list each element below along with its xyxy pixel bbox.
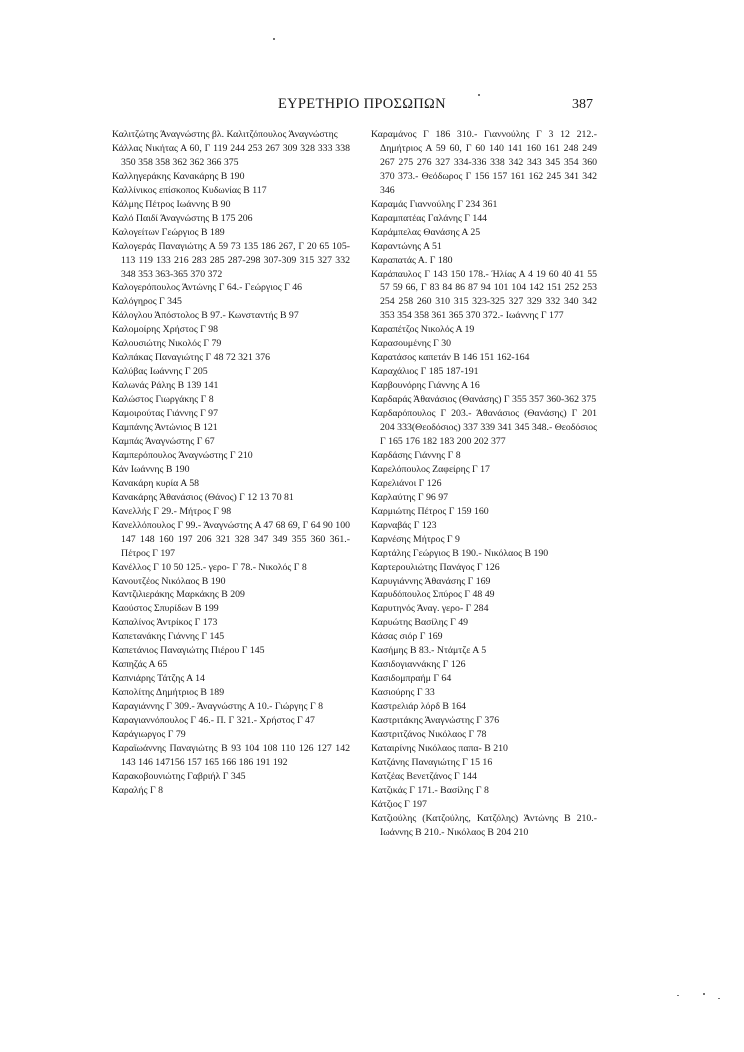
index-entry: Καπετανάκης Γιάννης Γ 145: [112, 631, 225, 643]
index-entry: Καμπερόπουλος Άναγνώστης Γ 210: [112, 449, 253, 461]
index-entry: Καλό Παιδί Άναγνώστης Β 175 206: [112, 212, 253, 224]
index-entry: Καντζιλιεράκης Μαρκάκης Β 209: [112, 589, 245, 601]
index-entry: Καράμπελας Θανάσης Α 25: [371, 226, 481, 238]
index-entry: Καρναβάς Γ 123: [371, 519, 437, 531]
index-entry: Καρυτηνός Άναγ. γερο- Γ 284: [371, 603, 489, 615]
index-entry: Καραπατάς Α. Γ 180: [371, 254, 453, 266]
index-entry: Καρμιώτης Πέτρος Γ 159 160: [371, 505, 489, 517]
index-entry: Καλώστος Γιωργάκης Γ 8: [112, 394, 214, 406]
index-entry: Κανουτζέος Νικόλαος Β 190: [112, 575, 226, 587]
index-entry: Καρελόπουλος Ζαφείρης Γ 17: [371, 463, 490, 475]
index-entry: Κάλλας Νικήτας Α 60, Γ 119 244 253 267 309 328 333 338 350 358 358 362 362 366 375: [112, 142, 350, 168]
index-entry: Καλλίνικος επίσκοπος Κυδωνίας Β 117: [112, 184, 267, 196]
index-entry: Κανέλλος Γ 10 50 125.- γερο- Γ 78.- Νικολός Γ 8: [112, 561, 307, 573]
index-title: ΕΥΡΕΤΗΡΙΟ ΠΡΟΣΩΠΩΝ: [278, 96, 446, 112]
index-entry: Καρακοβουνιώτης Γαβριήλ Γ 345: [112, 770, 246, 782]
index-entry: Κάτζιος Γ 197: [371, 798, 427, 810]
index-entry: Καρυώτης Βασίλης Γ 49: [371, 617, 469, 629]
index-entry: Καλληγεράκης Κανακάρης Β 190: [112, 170, 245, 182]
index-entry: Καλομοίρης Χρήστος Γ 98: [112, 324, 219, 336]
index-entry: Καλπάκας Παναγιώτης Γ 48 72 321 376: [112, 352, 271, 364]
index-entry: Καπαλίνος Άντρίκος Γ 173: [112, 617, 218, 629]
index-entry: Καμπάς Άναγνώστης Γ 67: [112, 435, 215, 447]
index-entry: Καραϊωάννης Παναγιώτης Β 93 104 108 110 126 127 142 143 146 147156 157 165 166 186 191 192: [112, 742, 350, 768]
index-entry: Κανακάρη κυρία Α 58: [112, 477, 199, 489]
index-entry: Καστριτζάνος Νικόλαος Γ 78: [371, 728, 487, 740]
index-entry: Καρδαράς Άθανάσιος (Θανάσης) Γ 355 357 360-362 375: [371, 394, 597, 406]
page-header: [0, 96, 744, 120]
scan-speck: [478, 94, 480, 96]
index-entry: Καλουσιώτης Νικολός Γ 79: [112, 338, 222, 350]
index-entry: Καραλής Γ 8: [112, 784, 163, 796]
index-entry: Καρτάλης Γεώργιος Β 190.- Νικόλαος Β 190: [371, 547, 549, 559]
index-entry: Καρελιάνοι Γ 126: [371, 477, 442, 489]
index-entry: Καρνέσης Μήτρος Γ 9: [371, 533, 460, 545]
index-entry: Καρλαύτης Γ 96 97: [371, 491, 449, 503]
index-entry: Καλογερόπουλος Άντώνης Γ 64.- Γεώργιος Γ 46: [112, 282, 303, 294]
page-number: 387: [572, 97, 593, 112]
index-entry: Καλογεράς Παναγιώτης Α 59 73 135 186 267, Γ 20 65 105-113 119 133 216 283 285 287-298 307-309 315 327 332 348 353 363-365 370 372: [112, 240, 350, 280]
index-entry: Κανελλόπουλος Γ 99.- Άναγνώστης Α 47 68 69, Γ 64 90 100 147 148 160 197 206 321 328 347 349 355 360 361.- Πέτρος Γ 197: [112, 519, 350, 559]
index-entry: Καπολίτης Δημήτριος Β 189: [112, 687, 225, 699]
index-entry: Καραγιάννης Γ 309.- Άναγνώστης Α 10.- Γιώργης Γ 8: [112, 701, 323, 713]
index-entry: Καπηζάς Α 65: [112, 659, 168, 671]
index-column-right: [371, 128, 597, 840]
index-entry: Καμοιρούτας Γιάννης Γ 97: [112, 408, 218, 420]
index-entry: Καραχάλιος Γ 185 187-191: [371, 366, 479, 378]
index-entry: Καρτερουλιώτης Πανάγος Γ 126: [371, 561, 500, 573]
index-entry: Καστριτάκης Άναγνώστης Γ 376: [371, 715, 500, 727]
index-entry: Καραμάς Γιαννούλης Γ 234 361: [371, 198, 498, 210]
scan-speck: [273, 38, 275, 40]
index-entry: Κασιδομπραήμ Γ 64: [371, 673, 452, 685]
index-entry: Καλωνάς Ράλης Β 139 141: [112, 380, 219, 392]
index-entry: Καρβουνόρης Γιάννης Α 16: [371, 380, 480, 392]
index-entry: Καρυγιάννης Άθανάσης Γ 169: [371, 575, 491, 587]
index-entry: Κατζικάς Γ 171.- Βασίλης Γ 8: [371, 784, 489, 796]
index-entry: Καλογείτων Γεώργιος Β 189: [112, 226, 225, 238]
index-entry: Κασήμης Β 83.- Ντάμτζε Α 5: [371, 645, 487, 657]
index-entry: Καρυδόπουλος Σπύρος Γ 48 49: [371, 589, 495, 601]
index-entry: Καραμπατέας Γαλάνης Γ 144: [371, 212, 488, 224]
index-entry: Κάσας σιόρ Γ 169: [371, 631, 443, 643]
scan-speck: [703, 993, 705, 995]
index-entry: Καλόγηρος Γ 345: [112, 296, 182, 308]
index-entry: Κασιούρης Γ 33: [371, 687, 435, 699]
index-entry: Καράπαυλος Γ 143 150 178.- Ήλίας Α 4 19 60 40 41 55 57 59 66, Γ 83 84 86 87 94 101 104 142 151 252 253 254 258 260 310 315 323-325 327 329 332 340 342 353 354 358 361 365 370 372.- Ιωάννης Γ 177: [371, 268, 597, 322]
index-entry: Καπνιάρης Τάτζης Α 14: [112, 673, 205, 685]
index-entry: Καρδάσης Γιάννης Γ 8: [371, 449, 461, 461]
index-entry: Καστρελιάρ λόρδ Β 164: [371, 701, 467, 713]
index-entry: Καραγιαννόπουλος Γ 46.- Π. Γ 321.- Χρήστος Γ 47: [112, 715, 315, 727]
index-entry: Καταιρίνης Νικόλαος παπα- Β 210: [371, 742, 508, 754]
index-entry: Καλιτζώτης Άναγνώστης βλ. Καλιτζόπουλος Άναγνώστης: [112, 129, 338, 140]
index-entry: Κατζιούλης (Κατζούλης, Κατζόλης) Άντώνης Β 210.- Ιωάννης Β 210.- Νικόλαος Β 204 210: [371, 812, 597, 838]
index-entry: Κατζέας Βενετζάνος Γ 144: [371, 770, 477, 782]
index-entry: Καρατάσος καπετάν Β 146 151 162-164: [371, 352, 530, 364]
index-entry: Καρδαρόπουλος Γ 203.- Άθανάσιος (Θανάσης) Γ 201 204 333(Θεοδόσιος) 337 339 341 345 348.- Θεοδόσιος Γ 165 176 182 183 200 202 377: [371, 408, 597, 447]
index-entry: Κανακάρης Άθανάσιος (Θάνος) Γ 12 13 70 81: [112, 491, 294, 503]
index-entry: Κάλμης Πέτρος Ιωάννης Β 90: [112, 198, 231, 210]
index-entry: Καπετάνιος Παναγιώτης Πιέρου Γ 145: [112, 645, 265, 657]
index-column-left: [112, 128, 350, 798]
scan-speck: [718, 998, 720, 999]
index-entry: Κάλογλου Άπόστολος Β 97.- Κωνσταντής Β 97: [112, 310, 299, 322]
index-entry: Καμπάνης Άντώνιος Β 121: [112, 422, 218, 434]
index-entry: Κάν Ιωάννης Β 190: [112, 463, 190, 475]
index-entry: Καράγιωργος Γ 79: [112, 728, 186, 740]
index-entry: Καραμάνος Γ 186 310.- Γιαννούλης Γ 3 12 212.- Δημήτριος Α 59 60, Γ 60 140 141 160 161 248 249 267 275 276 327 334-336 338 342 343 345 354 360 370 373.- Θεόδωρος Γ 156 157 161 162 245 341 342 346: [371, 129, 597, 196]
index-entry: Καρασουμένης Γ 30: [371, 338, 452, 350]
index-entry: Κασιδογιαννάκης Γ 126: [371, 659, 466, 671]
scan-speck: [677, 995, 679, 996]
index-entry: Καραπέτζος Νικολός Α 19: [371, 324, 475, 336]
index-entry: Κατζάνης Παναγιώτης Γ 15 16: [371, 756, 493, 768]
index-entry: Κανελλής Γ 29.- Μήτρος Γ 98: [112, 505, 232, 517]
index-entry: Καούστος Σπυρίδων Β 199: [112, 603, 219, 615]
index-entry: Καλύβας Ιωάννης Γ 205: [112, 366, 208, 378]
index-entry: Καραντώνης Α 51: [371, 240, 442, 252]
